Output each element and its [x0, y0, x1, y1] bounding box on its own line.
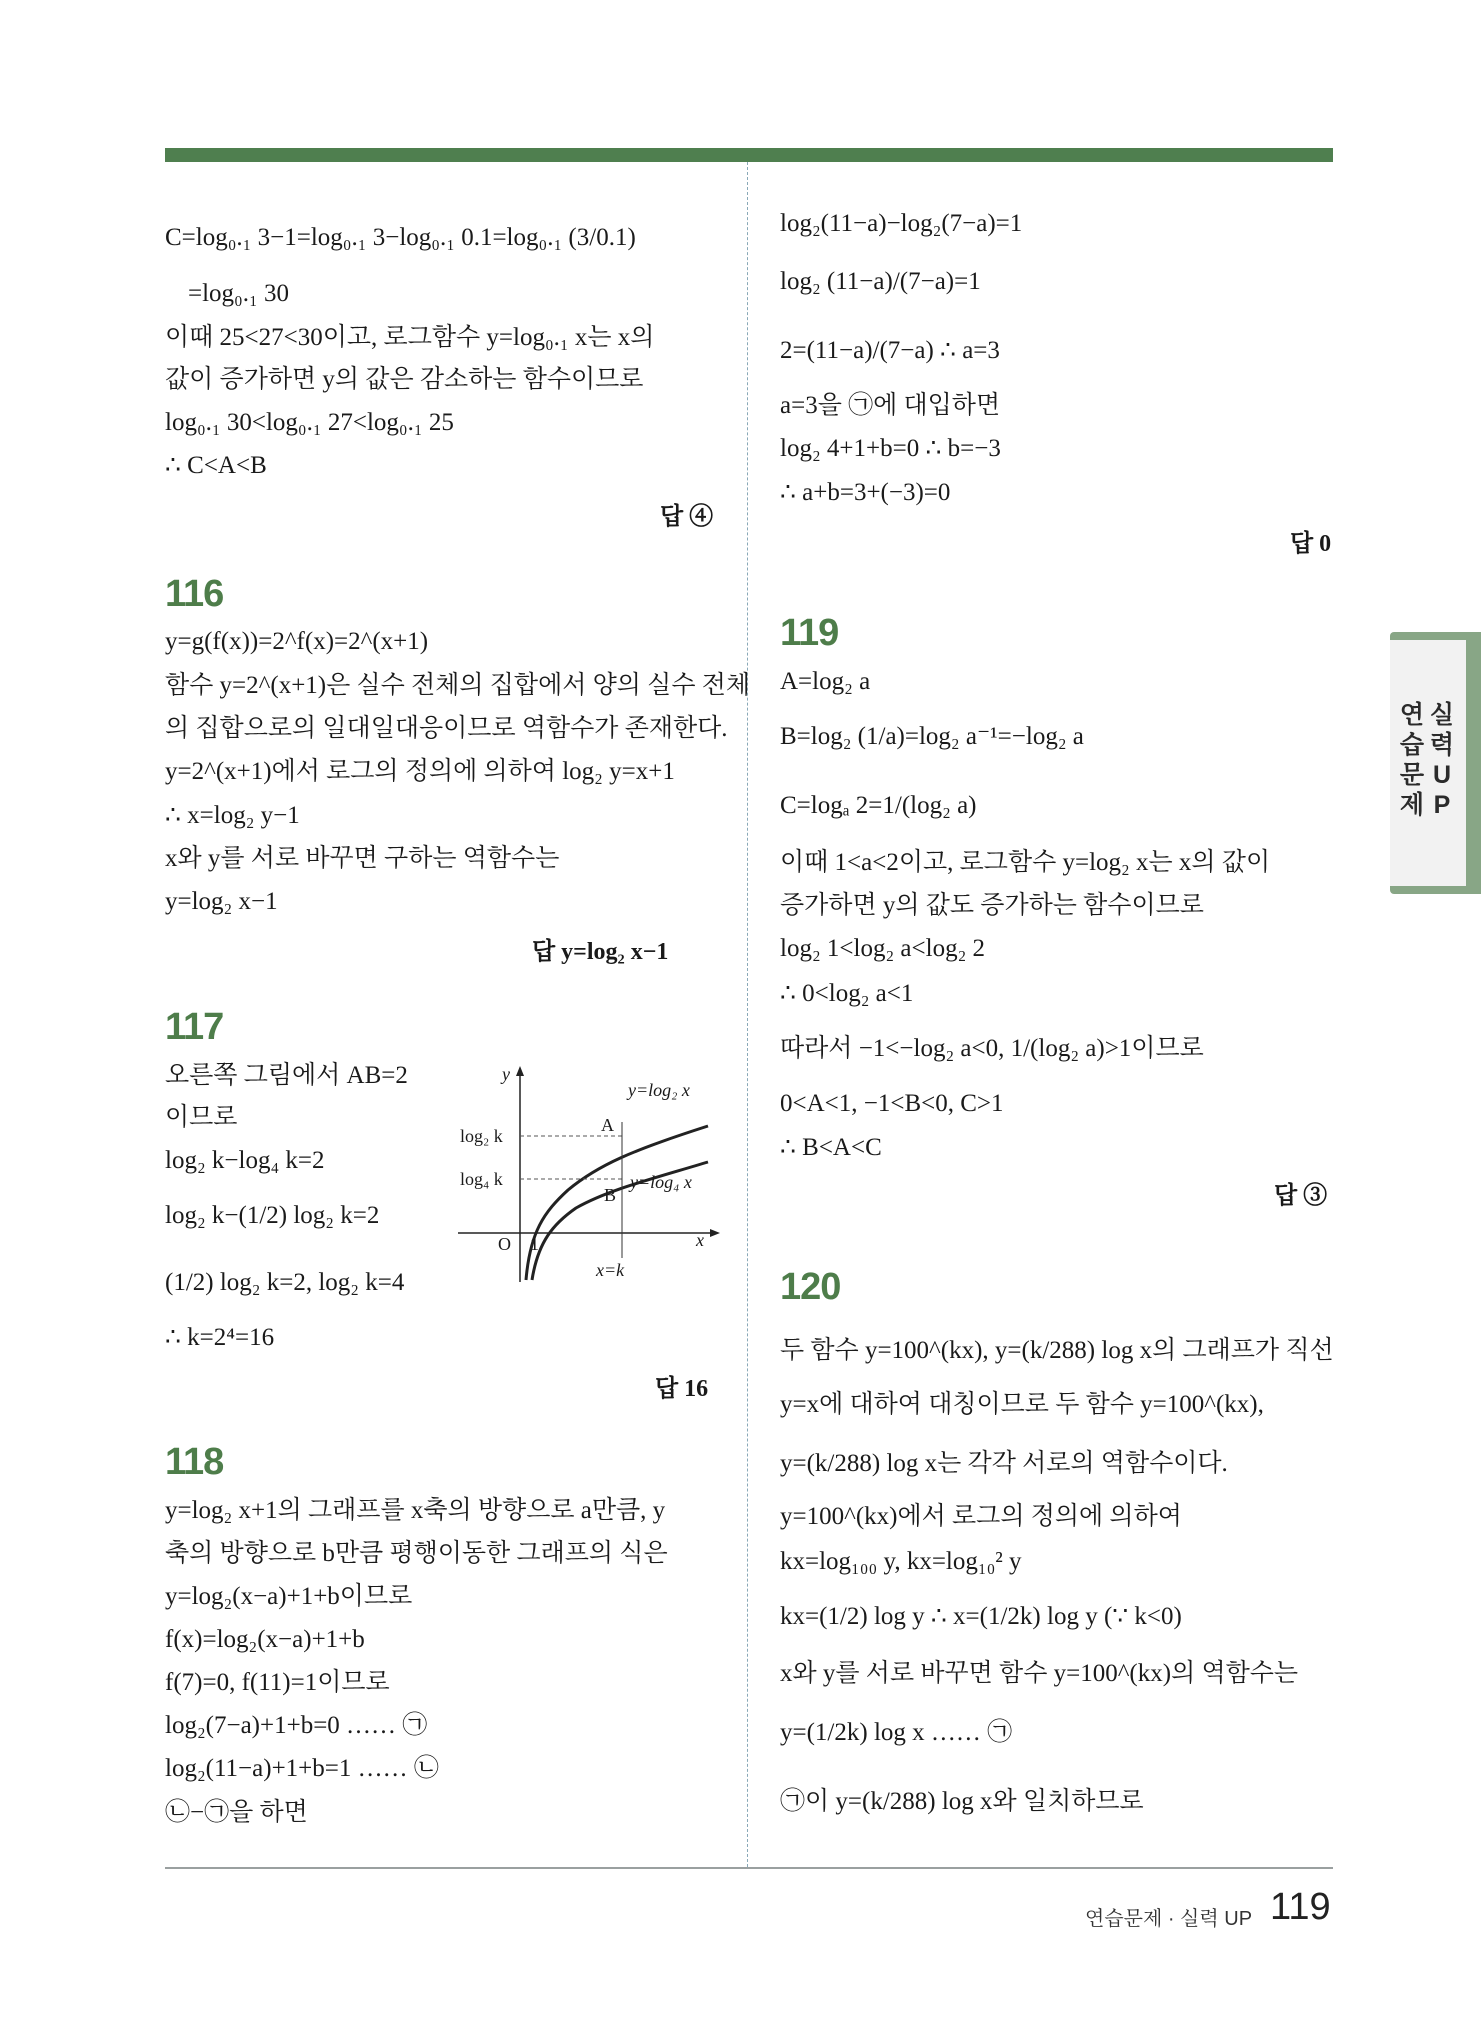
- problem-number-116: 116: [165, 573, 224, 615]
- text-line: y=(k/288) log x는 각각 서로의 역함수이다.: [780, 1450, 1228, 1477]
- column-divider: [747, 162, 748, 1867]
- text-line: log₂ 4+1+b=0 ∴ b=−3: [780, 435, 1001, 462]
- text-line: A=log₂ a: [780, 668, 871, 695]
- answer-119: 답 ③: [1274, 1183, 1328, 1209]
- label-x-equals-k: x=k: [596, 1260, 625, 1280]
- text-line: log₂ 1<log₂ a<log₂ 2: [780, 935, 986, 962]
- problem-number-117: 117: [165, 1006, 224, 1048]
- label-log2k: log₂ k: [460, 1126, 503, 1146]
- text-line: y=log₂ x+1의 그래프를 x축의 방향으로 a만큼, y: [165, 1497, 666, 1524]
- section-tab-label-2: 실력UP: [1429, 701, 1455, 819]
- label-point-b: B: [604, 1185, 617, 1205]
- text-line: 2=(11−a)/(7−a) ∴ a=3: [780, 337, 1000, 364]
- text-line: 이므로: [165, 1104, 238, 1131]
- text-line: 0<A<1, −1<B<0, C>1: [780, 1090, 1004, 1117]
- answer-118: 답 0: [1290, 531, 1332, 557]
- text-line: y=log₂ x−1: [165, 888, 278, 915]
- text-line: a=3을 ㉠에 대입하면: [780, 392, 1001, 419]
- section-tab-label-1: 연습문제: [1399, 701, 1425, 819]
- text-line: B=log₂ (1/a)=log₂ a⁻¹=−log₂ a: [780, 723, 1084, 750]
- text-line: ㉠이 y=(k/288) log x와 일치하므로: [780, 1788, 1144, 1815]
- text-line: 두 함수 y=100^(kx), y=(k/288) log x의 그래프가 직선: [780, 1337, 1334, 1364]
- problem-number-118: 118: [165, 1441, 224, 1483]
- text-line: f(7)=0, f(11)=1이므로: [165, 1669, 390, 1696]
- text-line: kx=log₁₀₀ y, kx=log₁₀² y: [780, 1548, 1022, 1575]
- text-line: ∴ a+b=3+(−3)=0: [780, 479, 951, 506]
- text-line: ∴ C<A<B: [165, 452, 267, 479]
- x-axis-arrow-icon: [710, 1229, 720, 1237]
- page-number: 119: [1270, 1886, 1331, 1928]
- answer-115: 답 ④: [660, 504, 714, 530]
- text-line: 값이 증가하면 y의 값은 감소하는 함수이므로: [165, 366, 644, 393]
- text-line: ㉡−㉠을 하면: [165, 1799, 308, 1826]
- text-line: kx=(1/2) log y ∴ x=(1/2k) log y (∵ k<0): [780, 1603, 1182, 1630]
- footer-rule: [165, 1867, 1333, 1869]
- text-line: 의 집합으로의 일대일대응이므로 역함수가 존재한다.: [165, 715, 728, 742]
- text-line: y=x에 대하여 대칭이므로 두 함수 y=100^(kx),: [780, 1391, 1264, 1418]
- text-line: 오른쪽 그림에서 AB=2: [165, 1062, 408, 1089]
- text-line: C=logₐ 2=1/(log₂ a): [780, 792, 977, 819]
- text-line: x와 y를 서로 바꾸면 함수 y=100^(kx)의 역함수는: [780, 1660, 1299, 1687]
- text-line: (1/2) log₂ k=2, log₂ k=4: [165, 1269, 405, 1296]
- y-axis-arrow-icon: [516, 1066, 524, 1076]
- text-line: ∴ B<A<C: [780, 1134, 882, 1161]
- text-line: log₂(7−a)+1+b=0 …… ㉠: [165, 1712, 428, 1739]
- text-line: 이때 1<a<2이고, 로그함수 y=log₂ x는 x의 값이: [780, 849, 1271, 876]
- text-line: ∴ x=log₂ y−1: [165, 802, 300, 829]
- label-y: y: [502, 1064, 510, 1084]
- text-line: y=(1/2k) log x …… ㉠: [780, 1719, 1013, 1746]
- answer-116: 답 y=log₂ x−1: [532, 939, 669, 965]
- text-line: y=100^(kx)에서 로그의 정의에 의하여: [780, 1503, 1182, 1530]
- text-line: =log₀.₁ 30: [188, 280, 289, 307]
- label-curve-log4: y=log₄ x: [630, 1172, 692, 1192]
- text-line: y=log₂(x−a)+1+b이므로: [165, 1583, 413, 1610]
- text-line: 증가하면 y의 값도 증가하는 함수이므로: [780, 892, 1204, 919]
- text-line: log₀.₁ 30<log₀.₁ 27<log₀.₁ 25: [165, 409, 454, 436]
- text-line: log₂(11−a)+1+b=1 …… ㉡: [165, 1755, 439, 1782]
- curve-log2: [526, 1126, 708, 1280]
- text-line: 함수 y=2^(x+1)은 실수 전체의 집합에서 양의 실수 전체: [165, 672, 751, 699]
- label-x: x: [696, 1230, 704, 1250]
- text-line: 축의 방향으로 b만큼 평행이동한 그래프의 식은: [165, 1540, 668, 1567]
- footer-section-title: 연습문제 · 실력 UP: [1085, 1908, 1253, 1930]
- text-line: f(x)=log₂(x−a)+1+b: [165, 1626, 365, 1653]
- text-line: C=log₀.₁ 3−1=log₀.₁ 3−log₀.₁ 0.1=log₀.₁ (3/0.1): [165, 224, 636, 251]
- text-line: 따라서 −1<−log₂ a<0, 1/(log₂ a)>1이므로: [780, 1035, 1204, 1062]
- text-line: ∴ k=2⁴=16: [165, 1324, 275, 1351]
- label-one: 1: [530, 1234, 539, 1254]
- answer-117: 답 16: [655, 1376, 709, 1402]
- text-line: x와 y를 서로 바꾸면 구하는 역함수는: [165, 845, 560, 872]
- text-line: log₂(11−a)−log₂(7−a)=1: [780, 210, 1023, 237]
- top-accent-bar: [165, 148, 1333, 162]
- text-line: ∴ 0<log₂ a<1: [780, 980, 914, 1007]
- text-line: log₂ k−log₄ k=2: [165, 1147, 325, 1174]
- label-curve-log2: y=log₂ x: [628, 1080, 690, 1100]
- problem-number-119: 119: [780, 612, 839, 654]
- text-line: log₂ k−(1/2) log₂ k=2: [165, 1202, 380, 1229]
- log-graph-117: [458, 1062, 728, 1287]
- label-log4k: log₄ k: [460, 1169, 503, 1189]
- label-point-a: A: [601, 1115, 614, 1135]
- label-origin: O: [498, 1234, 511, 1254]
- text-line: y=2^(x+1)에서 로그의 정의에 의하여 log₂ y=x+1: [165, 758, 675, 785]
- problem-number-120: 120: [780, 1266, 841, 1308]
- text-line: 이때 25<27<30이고, 로그함수 y=log₀.₁ x는 x의: [165, 324, 655, 351]
- text-line: y=g(f(x))=2^f(x)=2^(x+1): [165, 628, 429, 655]
- text-line: log₂ (11−a)/(7−a)=1: [780, 268, 981, 295]
